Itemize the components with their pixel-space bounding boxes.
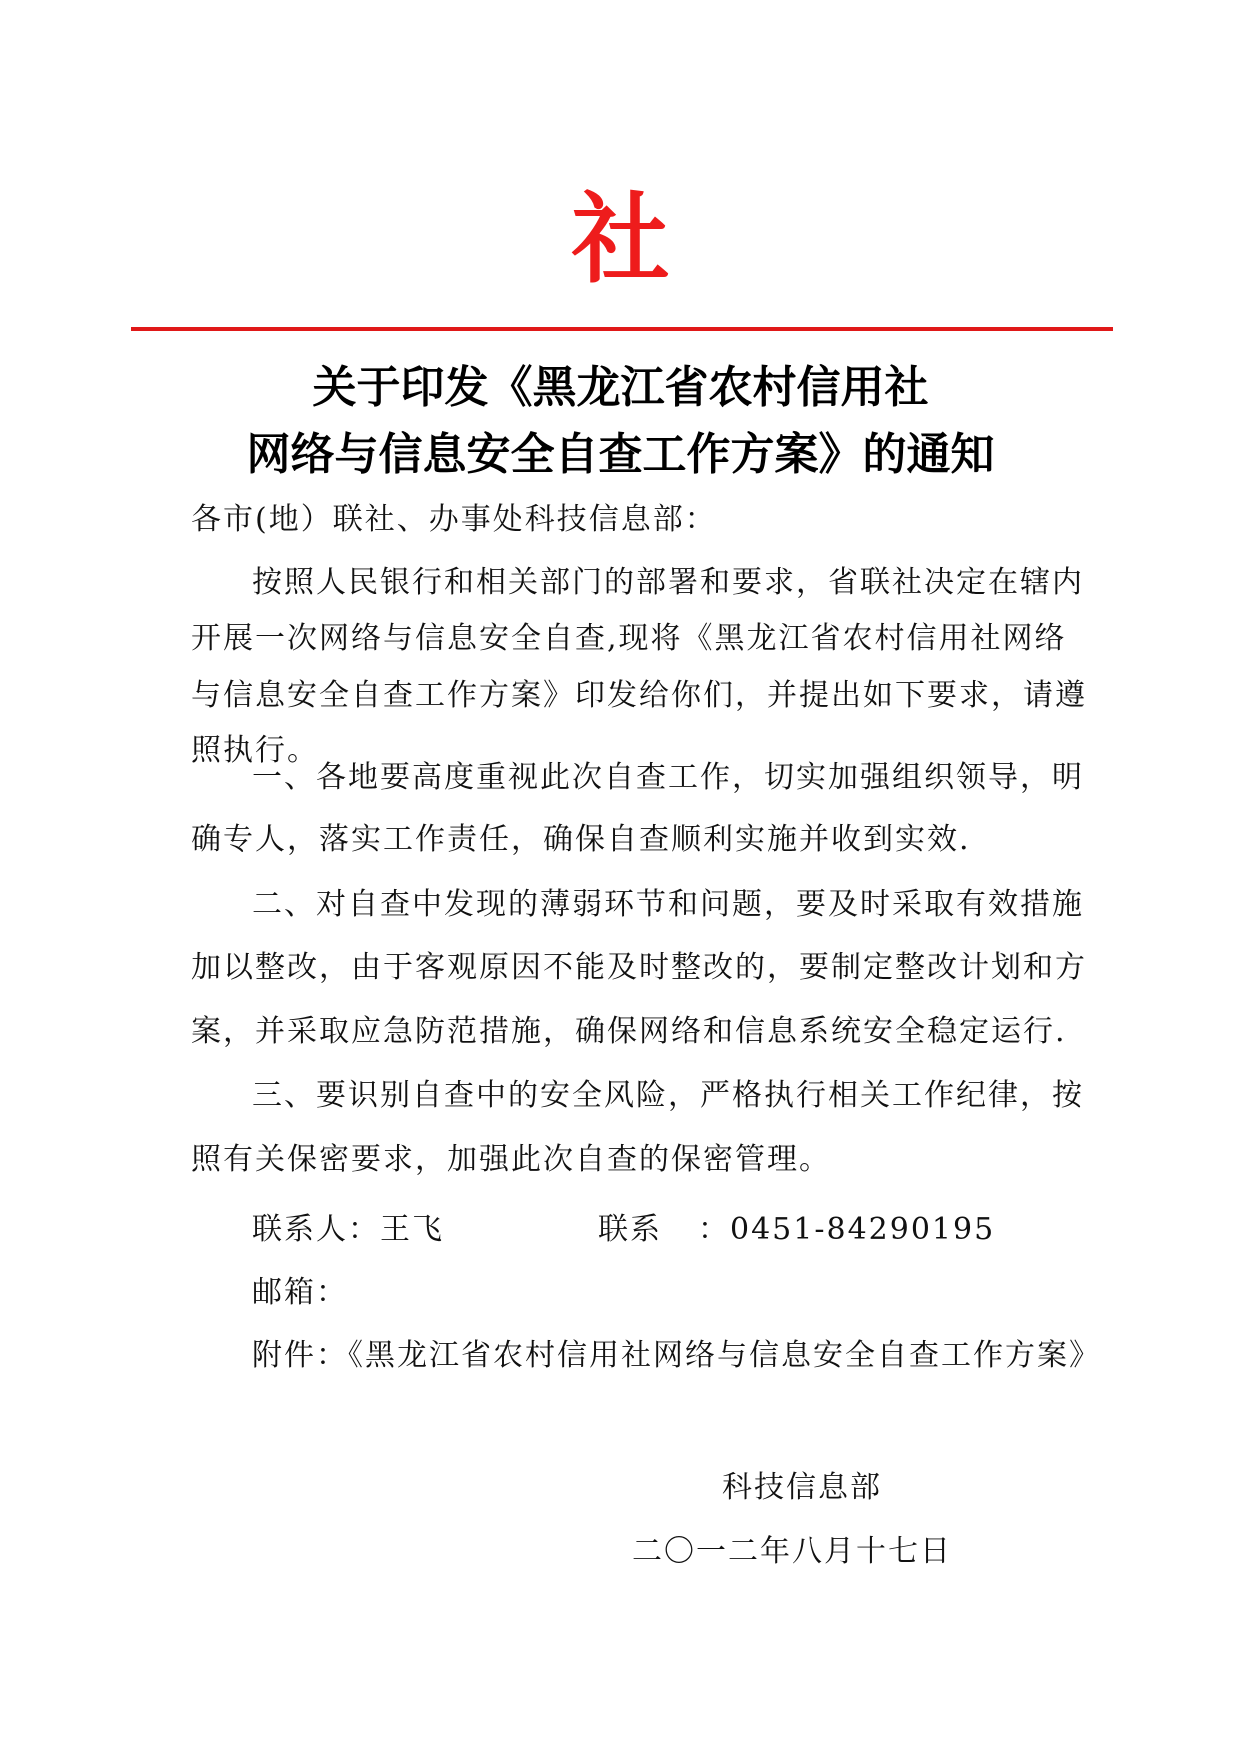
contact-email: 邮箱： <box>252 1275 348 1310</box>
item-3-line-1: 三、要识别自查中的安全风险，严格执行相关工作纪律，按 <box>252 1078 1084 1113</box>
document-title-line-2: 网络与信息安全自查工作方案》的通知 <box>246 429 995 480</box>
contact-phone-value: ：0451-84290195 <box>698 1212 996 1247</box>
contact-phone-label: 联系 <box>598 1212 662 1247</box>
contact-person: 联系人：王飞 <box>252 1212 444 1247</box>
header-mark: 社 <box>571 182 670 297</box>
contact-row <box>252 1210 995 1250</box>
salutation: 各市(地）联社、办事处科技信息部： <box>191 502 717 537</box>
paragraph-1-line-2: 开展一次网络与信息安全自查,现将《黑龙江省农村信用社网络 <box>191 621 1067 656</box>
item-2-line-3: 案，并采取应急防范措施，确保网络和信息系统安全稳定运行. <box>191 1014 1067 1049</box>
signature-date: 二〇一二年八月十七日 <box>632 1534 952 1569</box>
item-3-line-2: 照有关保密要求，加强此次自查的保密管理。 <box>191 1142 831 1177</box>
document-title-line-1: 关于印发《黑龙江省农村信用社 <box>312 362 929 413</box>
item-1-line-1: 一、各地要高度重视此次自查工作，切实加强组织领导，明 <box>252 760 1084 795</box>
item-2-line-1: 二、对自查中发现的薄弱环节和问题，要及时采取有效措施 <box>252 887 1084 922</box>
paragraph-1-line-4: 照执行。 <box>191 733 319 768</box>
paragraph-1-line-3: 与信息安全自查工作方案》印发给你们，并提出如下要求，请遵 <box>191 678 1087 713</box>
red-header-rule <box>131 327 1113 331</box>
item-1-line-2: 确专人，落实工作责任，确保自查顺利实施并收到实效. <box>191 822 971 857</box>
signature-department: 科技信息部 <box>722 1470 882 1505</box>
attachment-line: 附件：《黑龙江省农村信用社网络与信息安全自查工作方案》 <box>252 1338 1101 1373</box>
paragraph-1-line-1: 按照人民银行和相关部门的部署和要求，省联社决定在辖内 <box>252 565 1084 600</box>
item-2-line-2: 加以整改，由于客观原因不能及时整改的，要制定整改计划和方 <box>191 950 1087 985</box>
